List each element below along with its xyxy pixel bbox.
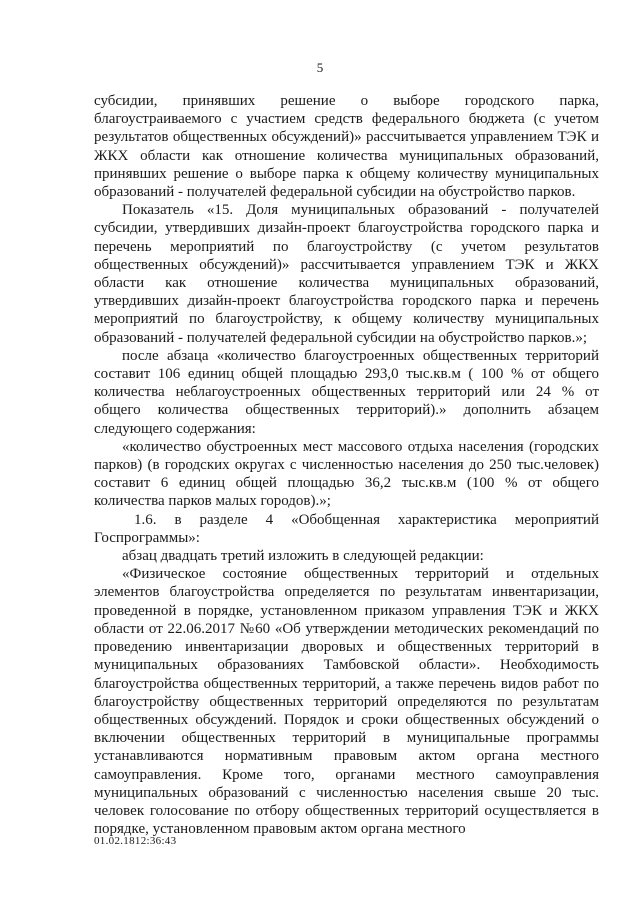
- footer-timestamp: 01.02.1812:36:43: [94, 835, 177, 847]
- paragraph: 1.6. в разделе 4 «Обобщенная характеристика мероприятий Госпрограммы»:: [94, 511, 599, 546]
- paragraph: после абзаца «количество благоустроенных общественных территорий составит 106 единиц общей площадью 293,0 тыс.кв.м ( 100 % от общего количества неблагоустроенных общественных территорий или 24 % от общего количества общественных территорий).» дополнить абзацем следующего содержания:: [94, 347, 599, 437]
- paragraph: «Физическое состояние общественных территорий и отдельных элементов благоустройства определяется по результатам инвентаризации, проведенной в порядке, установленном приказом управления ТЭК и ЖКХ области от 22.06.2017 №60 «Об утверждении методических рекомендаций по проведению инвентаризации дворовых и общественных территорий в муниципальных образованиях Тамбовской области». Необходимость благоустройства общественных территорий, а также перечень видов работ по благоустройству общественных территорий определяются по результатам общественных обсуждений. Порядок и сроки общественных обсуждений о включении общественных территорий в муниципальные программы устанавливаются нормативным правовым актом органа местного самоуправления. Кроме того, органами местного самоуправления муниципальных образований с численностью населения свыше 20 тыс. человек голосование по отбору общественных территорий осуществляется в порядке, установленном правовым актом органа местного: [94, 566, 599, 838]
- document-body: [94, 92, 599, 838]
- paragraph: субсидии, принявших решение о выборе городского парка, благоустраиваемого с участием средств федерального бюджета (с учетом результатов общественных обсуждений)» рассчитывается управлением ТЭК и ЖКХ области как отношение количества муниципальных образований, принявших решение о выборе парка к общему количеству муниципальных образований - получателей федеральной субсидии на обустройство парков.: [94, 93, 599, 201]
- page-number: 5: [316, 60, 324, 75]
- paragraph: «количество обустроенных мест массового отдыха населения (городских парков) (в городских округах с численностью населения до 250 тыс.человек) составит 6 единиц общей площадью 36,2 тыс.кв.м (100 % от общего количества парков малых городов).»;: [94, 438, 599, 510]
- paragraph: абзац двадцать третий изложить в следующей редакции:: [122, 548, 484, 565]
- paragraph: Показатель «15. Доля муниципальных образований - получателей субсидии, утвердивших дизайн-проект благоустройства городского парка и перечень мероприятий по благоустройству (с учетом результатов общественных обсуждений)» рассчитывается управлением ТЭК и ЖКХ области как отношение количества муниципальных образований, утвердивших дизайн-проект благоустройства городского парка и перечень мероприятий по благоустройству, к общему количеству муниципальных образований - получателей федеральной субсидии на обустройство парков.»;: [94, 202, 599, 346]
